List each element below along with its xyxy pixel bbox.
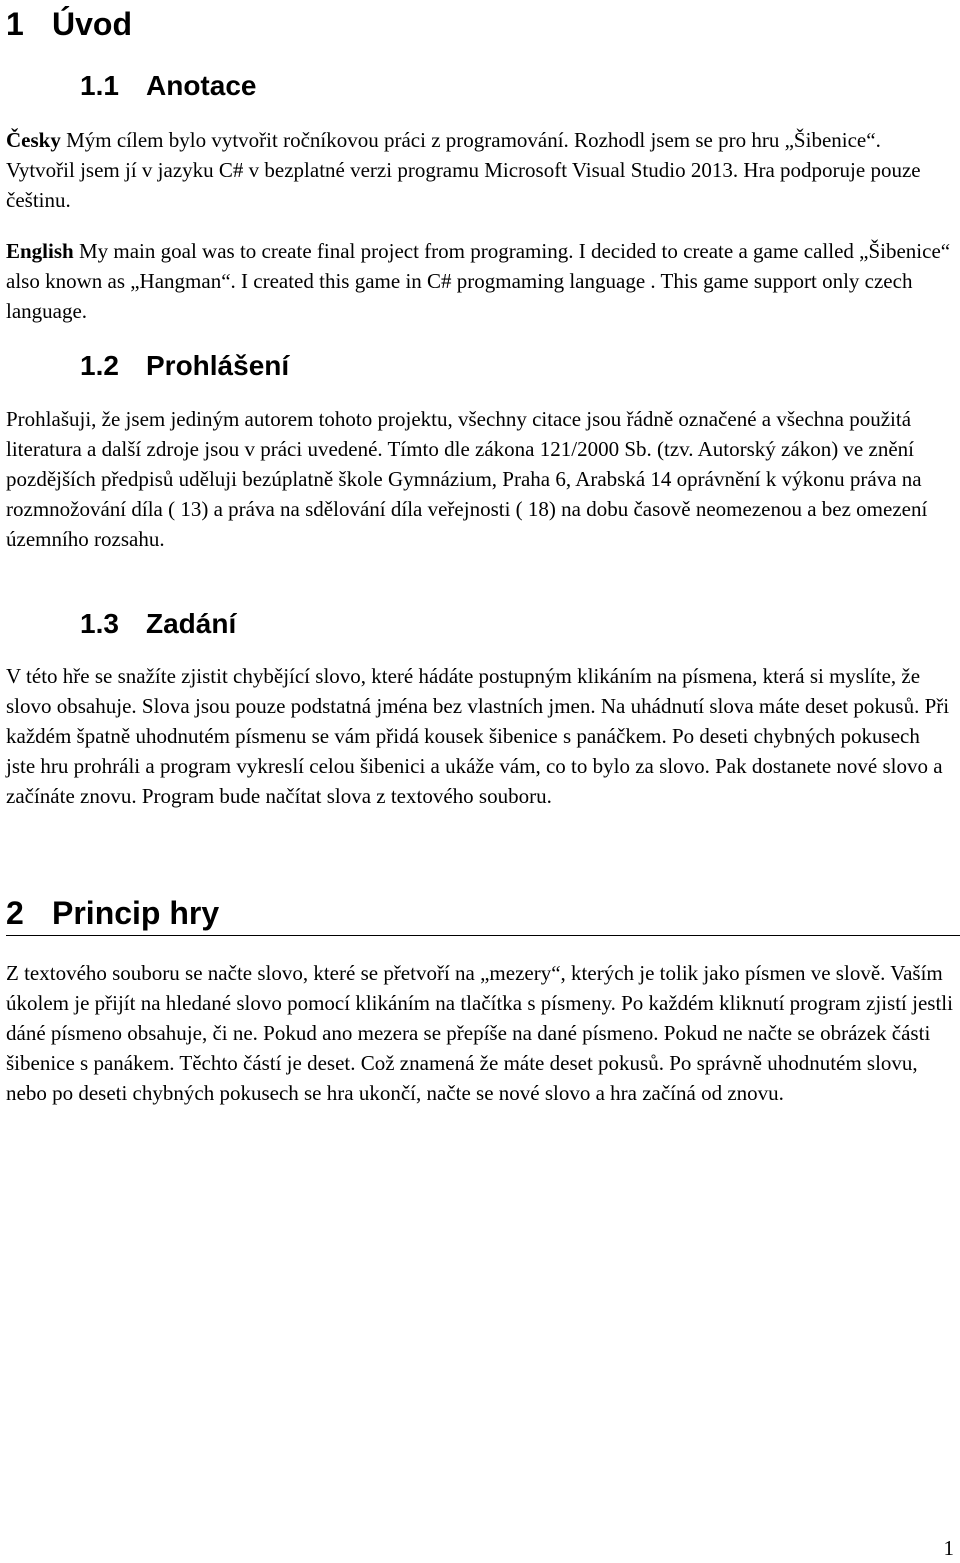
heading-number: 1 bbox=[6, 6, 24, 42]
page-number: 1 bbox=[943, 1536, 954, 1560]
paragraph-anotace-english bbox=[6, 236, 954, 326]
heading-number: 1.1 bbox=[80, 70, 119, 101]
paragraph-text: My main goal was to create final project from programing. I decided to create a game called „Šibenice“ also known as „Hangman“. I created this game in C# progmaming language . This game support only czech language. bbox=[6, 239, 951, 323]
language-label-english: English bbox=[6, 239, 74, 263]
heading-zadani bbox=[80, 606, 236, 642]
heading-title: Úvod bbox=[52, 6, 132, 42]
heading-title: Prohlášení bbox=[146, 350, 290, 381]
language-label-cesky: Česky bbox=[6, 128, 61, 152]
heading-prohlaseni bbox=[80, 348, 289, 384]
heading-number: 1.2 bbox=[80, 350, 119, 381]
paragraph-anotace-cesky bbox=[6, 125, 954, 215]
heading-title: Princip hry bbox=[52, 895, 220, 931]
heading-number: 1.3 bbox=[80, 608, 119, 639]
heading-uvod bbox=[6, 4, 132, 44]
paragraph-zadani: V této hře se snažíte zjistit chybějící slovo, které hádáte postupným klikáním na písmena, která si myslíte, že slovo obsahuje. Slova jsou pouze podstatná jména bez vlastních jmen. Na uhádnutí slova máte deset pokusů. Při každém špatně uhodnutém písmenu se vám přidá kousek šibenice s panáčkem. Po deseti chybných pokusech jste hru prohráli a program vykreslí celou šibenici a ukáže vám, co to bylo za slovo. Pak dostanete nové slovo a začínáte znovu. Program bude načítat slova z textového souboru. bbox=[6, 664, 950, 808]
heading-anotace bbox=[80, 68, 256, 104]
paragraph-princip-hry: Z textového souboru se načte slovo, které se přetvoří na „mezery“, kterých je tolik jako písmen ve slově. Vaším úkolem je přijít na hledané slovo pomocí klikáním na tlačítka s písmeny. Po každém kliknutí program zjistí jestli dáné písmeno obsahuje, či ne. Pokud ano mezera se přepíše na dané písmeno. Pokud ne načte se obrázek části šibenice s panákem. Těchto částí je deset. Což znamená že máte deset pokusů. Po správně uhodnutém slovu, nebo po deseti chybných pokusech se hra ukončí, načte se nové slovo a hra začíná od znovu. bbox=[6, 961, 953, 1105]
heading-title: Zadání bbox=[146, 608, 237, 639]
heading-number: 2 bbox=[6, 895, 24, 931]
heading-princip-hry bbox=[6, 893, 960, 936]
heading-title: Anotace bbox=[146, 70, 257, 101]
paragraph-text: Mým cílem bylo vytvořit ročníkovou práci z programování. Rozhodl jsem se pro hru „Šibenice“. Vytvořil jsem jí v jazyku C# v bezplatné verzi programu Microsoft Visual Studio 2013. Hra podporuje pouze češtinu. bbox=[6, 128, 921, 212]
paragraph-prohlaseni: Prohlašuji, že jsem jediným autorem tohoto projektu, všechny citace jsou řádně označené a všechna použitá literatura a další zdroje jsou v práci uvedené. Tímto dle zákona 121/2000 Sb. (tzv. Autorský zákon) ve znění pozdějších předpisů uděluji bezúplatně škole Gymnázium, Praha 6, Arabská 14 oprávnění k výkonu práva na rozmnožování díla ( 13) a práva na sdělování díla veřejnosti ( 18) na dobu časově neomezenou a bez omezení územního rozsahu. bbox=[6, 407, 928, 551]
